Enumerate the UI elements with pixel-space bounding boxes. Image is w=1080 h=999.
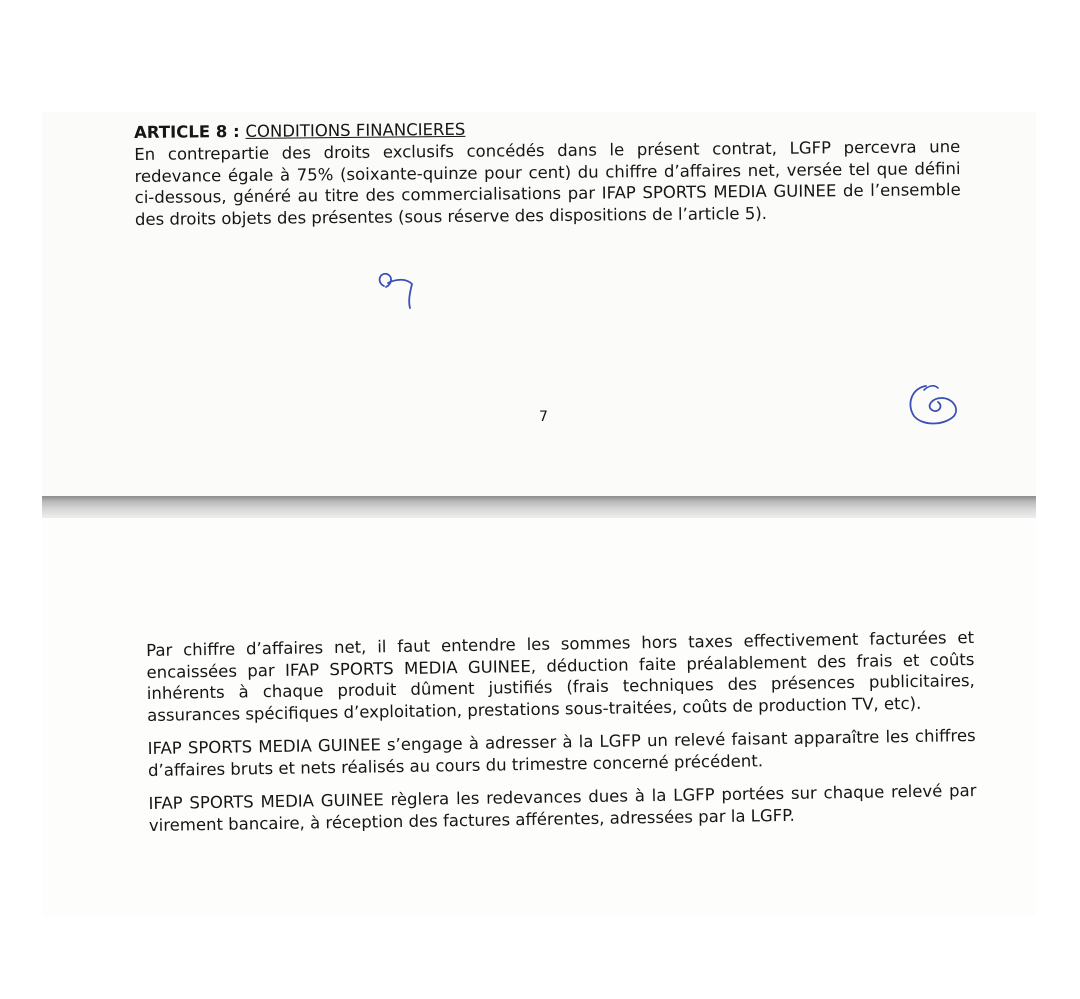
page-separator: [42, 496, 1036, 518]
paragraph-quarterly-statement: IFAP SPORTS MEDIA GUINEE s’engage à adresser à la LGFP un relevé faisant apparaître les chiffres d’affaires bruts et nets réalisés au cours du trimestre concerné précédent.: [147, 725, 976, 780]
page-number: 7: [539, 409, 548, 425]
article-number: ARTICLE 8 :: [134, 121, 246, 142]
paragraph-payment-terms: IFAP SPORTS MEDIA GUINEE règlera les redevances dues à la LGFP portées sur chaque relevé par virement bancaire, à réception des factures afférentes, adressées par la LGFP.: [148, 780, 977, 835]
article-8: [134, 114, 961, 230]
financial-terms-text: [146, 627, 977, 848]
article-title: CONDITIONS FINANCIERES: [245, 119, 466, 141]
paragraph-net-revenue: Par chiffre d’affaires net, il faut entendre les sommes hors taxes effectivement facturées et encaissées par IFAP SPORTS MEDIA GUINEE, déduction faite préalablement des frais et coûts inhérents à chaque produit dûment justifiés (frais techniques des présences publicitaires, assurances spécifiques d’exploitation, prestations sous-traitées, coûts de production TV, etc).: [146, 627, 975, 725]
article-body: En contrepartie des droits exclusifs concédés dans le présent contrat, LGFP percevra une redevance égale à 75% (soixante-quinze pour cent) du chiffre d’affaires net, versée tel que défini ci-dessous, généré au titre des commercialisations par IFAP SPORTS MEDIA GUINEE de l’ensemble des droits objets des présentes (sous réserve des dispositions de l’article 5).: [134, 137, 961, 229]
